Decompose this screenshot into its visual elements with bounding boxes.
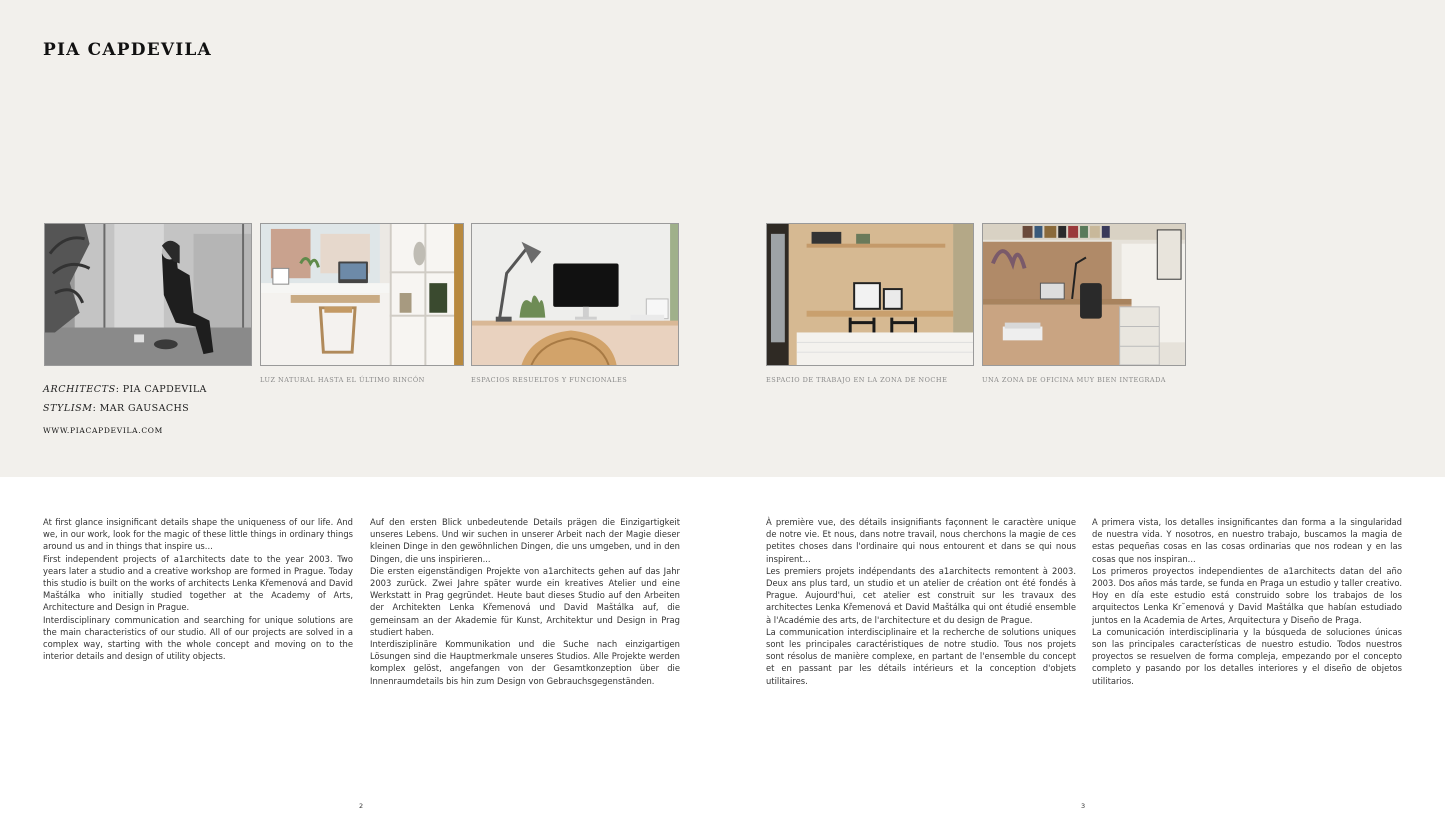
- photo-natural-light: [260, 223, 464, 366]
- paragraph: Die ersten eigenständigen Projekte von a1architects gehen auf das Jahr 2003 zurück. Zwei Jahre später wurde ein kreatives Atelier und eine Werkstatt in Prag gegründet. Heute baut dieses Studio auf den Arbeiten der Architekten Lenka Křemenová und David Maštálka auf, die gemeinsam an der Akademie für Kunst, Architektur und Design in Prag studiert haben.: [370, 565, 680, 637]
- website-link[interactable]: WWW.PIACAPDEVILA.COM: [43, 426, 164, 435]
- caption-natural-light: LUZ NATURAL HASTA EL ÚLTIMO RINCÓN: [260, 376, 425, 384]
- credit-stylism: [43, 403, 189, 414]
- stylism-label: STYLISM: [43, 403, 93, 414]
- paragraph: A primera vista, los detalles insignificantes dan forma a la singularidad de nuestra vida. Y nosotros, en nuestro trabajo, buscamos la magia de estas pequeñas cosas en las cosas ordinarias que nos rodean y en las cosas que nos inspiran...: [1092, 517, 1402, 564]
- page-number-left: 2: [359, 802, 364, 810]
- page-number-right: 3: [1081, 802, 1086, 810]
- caption-resolved-spaces: ESPACIOS RESUELTOS Y FUNCIONALES: [471, 376, 628, 384]
- designer-portrait: [44, 223, 252, 366]
- architects-value: : PIA CAPDEVILA: [115, 384, 207, 395]
- paragraph: Auf den ersten Blick unbedeutende Details prägen die Einzigartigkeit unseres Lebens. Und wir suchen in unserer Arbeit nach der Magie dieser kleinen Dinge in den gewöhnlichen Dingen, die uns umgeben, und in den Dingen, die uns inspirieren...: [370, 517, 680, 564]
- paragraph: At first glance insignificant details shape the uniqueness of our life. And we, in our work, look for the magic of these little things in ordinary things around us and in things that inspire us...: [43, 517, 353, 552]
- text-column-spanish: [1092, 516, 1402, 687]
- photo-resolved-spaces: [471, 223, 679, 366]
- paragraph: Les premiers projets indépendants des a1architects remontent à 2003. Deux ans plus tard, un studio et un atelier de création ont été fondés à Prague. Aujourd'hui, cet atelier est construit sur les travaux des architectes Lenka Křemenová et David Maštálka qui ont étudié ensemble à l'Académie des arts, de l'architecture et du design de Prague.: [766, 565, 1076, 625]
- paragraph: First independent projects of a1architects date to the year 2003. Two years later a studio and a creative workshop are formed in Prague. Today this studio is built on the works of architects Lenka Křemenová and David Maštálka who initially studied together at the Academy of Arts, Architecture and Design in Prague.: [43, 553, 353, 613]
- credit-architects: [43, 384, 207, 395]
- caption-night-workspace: ESPACIO DE TRABAJO EN LA ZONA DE NOCHE: [766, 376, 948, 384]
- page-title: PIA CAPDEVILA: [43, 40, 212, 60]
- stylism-value: : MAR GAUSACHS: [92, 403, 190, 414]
- text-column-german: [370, 516, 680, 687]
- paragraph: La comunicación interdisciplinaria y la búsqueda de soluciones únicas son las principales características de nuestro estudio. Todos nuestros proyectos se resuelven de forma compleja, empezando por el concepto completo y pasando por los detalles interiores y el diseño de objetos utilitarios.: [1092, 626, 1402, 686]
- paragraph: Interdisciplinary communication and searching for unique solutions are the main characteristics of our studio. All of our projects are solved in a complex way, starting with the whole concept and moving on to the interior details and design of utility objects.: [43, 614, 353, 662]
- photo-night-workspace: [766, 223, 974, 366]
- paragraph: La communication interdisciplinaire et la recherche de solutions uniques sont les principales caractéristiques de notre studio. Tous nos projets sont résolus de manière complexe, en partant de l'ensemble du concept et en passant par les détails intérieurs et la conception d'objets utilitaires.: [766, 626, 1076, 686]
- paragraph: À première vue, des détails insignifiants façonnent le caractère unique de notre vie. Et nous, dans notre travail, nous cherchons la magie de ces petites choses dans l'ordinaire qui nous entourent et dans se qui nous inspirent...: [766, 517, 1076, 564]
- caption-office-zone: UNA ZONA DE OFICINA MUY BIEN INTEGRADA: [982, 376, 1166, 384]
- photo-office-zone: [982, 223, 1186, 366]
- paragraph: Interdisziplinäre Kommunikation und die Suche nach einzigartigen Lösungen sind die Hauptmerkmale unseres Studios. Alle Projekte werden komplex gelöst, angefangen von der Gesamtkonzeption über die Innenraumdetails bis hin zum Design von Gebrauchsgegenständen.: [370, 639, 680, 686]
- text-column-french: [766, 516, 1076, 687]
- text-column-english: [43, 516, 353, 662]
- paragraph: Los primeros proyectos independientes de a1architects datan del año 2003. Dos años más tarde, se funda en Praga un estudio y taller creativo. Hoy en día este estudio está construido sobre los trabajos de los arquitectos Lenka Kr˘emenová y David Maštálka que habían estudiado juntos en la Academia de Artes, Arquitectura y Diseño de Praga.: [1092, 565, 1402, 625]
- architects-label: ARCHITECTS: [43, 384, 116, 395]
